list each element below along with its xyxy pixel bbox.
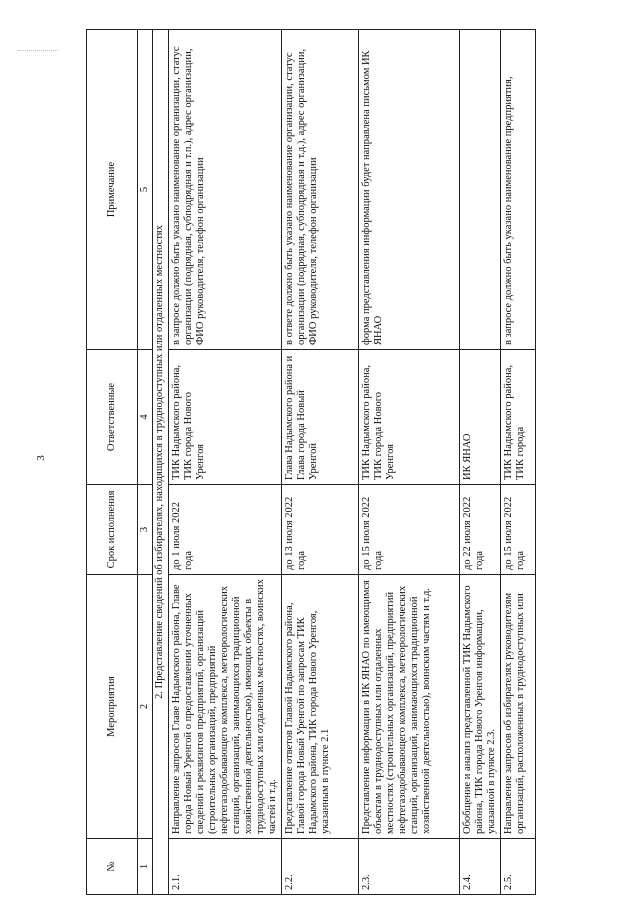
row-event: Представление информации в ИК ЯНАО по имеющимся объектам в труднодоступных или отдаленных местностях (строительных организаций, предприятий нефтегазодобывающего комплекса, метеорологических станций, организаций, занимающихся традиционной хозяйственной деятельностью), воинским частям и т.д. [359, 575, 460, 839]
row-deadline: до 1 июля 2022 года [169, 485, 282, 575]
column-number: 4 [138, 350, 153, 485]
row-note [460, 30, 501, 350]
column-number: 5 [138, 30, 153, 350]
column-number: 3 [138, 485, 153, 575]
row-event: Обобщение и анализ представленной ТИК Надымского района, ТИК города Нового Уренгоя информации, указанной в пункте 2.3. [460, 575, 501, 839]
row-deadline: до 15 июля 2022 года [359, 485, 460, 575]
row-responsible: Глава Надымского района и Глава города Новый Уренгой [282, 350, 359, 485]
row-note: форма представления информации будет направлена письмом ИК ЯНАО [359, 30, 460, 350]
page-number: 3 [34, 455, 47, 461]
table-row [501, 30, 536, 895]
row-responsible: ТИК Надымского района, ТИК города Нового Уренгоя [169, 350, 282, 485]
row-event: Направление запросов Главе Надымского района, Главе города Новый Уренгой о предоставлении уточненных сведений и реквизитов предприятий, организаций (строительных организаций, предприятий нефтегазодобывающего комплекса, метеорологических станций, организаций, занимающихся традиционной хозяйственной деятельностью), имеющих объекты в труднодоступных или отдаленных местностях, воинских частей и т.д. [169, 575, 282, 839]
row-event: Представление ответов Главой Надымского района, Главой города Новый Уренгой по запросам ТИК Надымского района, ТИК города Нового Уренгоя, указанным в пункте 2.1 [282, 575, 359, 839]
rotated-page [86, 30, 581, 895]
scan-artifact [18, 50, 58, 51]
section-title: 2. Представление сведений об избирателях, находящихся в труднодоступных или отдаленных местностях [153, 30, 169, 895]
row-number: 2.1. [169, 839, 282, 895]
column-number: 2 [138, 575, 153, 839]
row-event: Направление запросов об избирателях руководителям организаций, расположенных в труднодоступных или [501, 575, 536, 839]
column-number-row [138, 30, 153, 895]
table-row [169, 30, 282, 895]
header-note: Примечание [87, 30, 138, 350]
row-note: в запросе должно быть указано наименование организации, статус организации (подрядная, субподрядная и т.п.), адрес организации, ФИО руководителя, телефон организации [169, 30, 282, 350]
header-event: Мероприятия [87, 575, 138, 839]
header-deadline: Срок исполнения [87, 485, 138, 575]
row-number: 2.2. [282, 839, 359, 895]
row-responsible: ИК ЯНАО [460, 350, 501, 485]
row-deadline: до 22 июля 2022 года [460, 485, 501, 575]
header-responsible: Ответственные [87, 350, 138, 485]
row-note: в запросе должно быть указано наименование предприятия, [501, 30, 536, 350]
row-deadline: до 13 июля 2022 года [282, 485, 359, 575]
column-number: 1 [138, 839, 153, 895]
row-deadline: до 15 июля 2022 года [501, 485, 536, 575]
section-row [153, 30, 169, 895]
row-note: в ответе должно быть указано наименование организации, статус организации (подрядная, субподрядная и т.д.), адрес организации, ФИО руководителя, телефон организации [282, 30, 359, 350]
plan-table [86, 29, 536, 895]
row-number: 2.4. [460, 839, 501, 895]
header-row [87, 30, 138, 895]
row-responsible: ТИК Надымского района, ТИК города [501, 350, 536, 485]
row-number: 2.3. [359, 839, 460, 895]
table-row [359, 30, 460, 895]
table-row [282, 30, 359, 895]
row-responsible: ТИК Надымского района, ТИК города Нового Уренгоя [359, 350, 460, 485]
row-number: 2.5. [501, 839, 536, 895]
table-row [460, 30, 501, 895]
header-number: № [87, 839, 138, 895]
